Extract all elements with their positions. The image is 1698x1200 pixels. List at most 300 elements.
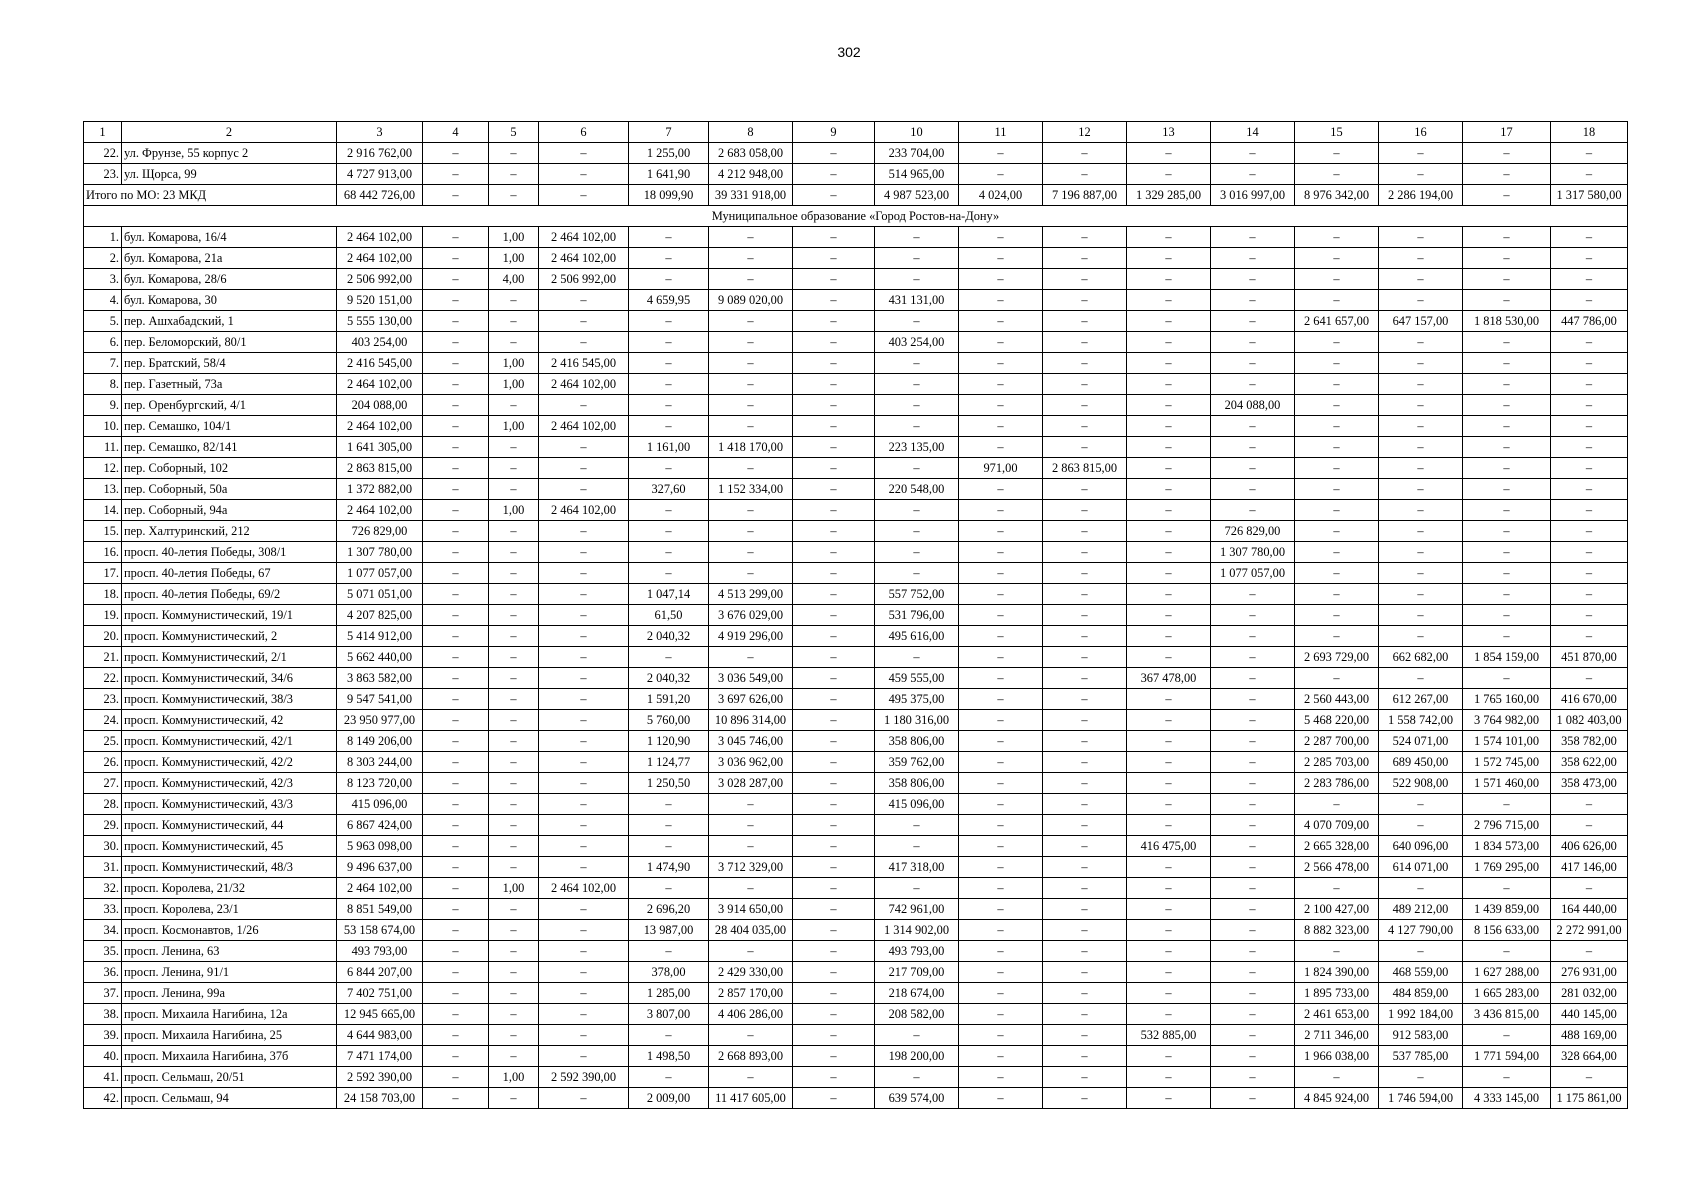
address-cell: пер. Беломорский, 80/1 [122,332,337,353]
value-cell: 1 082 403,00 [1551,710,1628,731]
value-cell: – [489,563,539,584]
value-cell: – [423,521,489,542]
row-number: 27. [84,773,122,794]
value-cell: – [793,248,875,269]
table-row [84,899,1628,920]
value-cell: 1,00 [489,878,539,899]
value-cell: – [1211,290,1295,311]
value-cell: 1 418 170,00 [709,437,793,458]
value-cell: – [539,1004,629,1025]
value-cell: – [423,773,489,794]
value-cell: – [959,878,1043,899]
value-cell: – [1043,668,1127,689]
value-cell: – [793,794,875,815]
address-cell: просп. Коммунистический, 19/1 [122,605,337,626]
value-cell: – [793,626,875,647]
value-cell: – [539,437,629,458]
value-cell: – [489,290,539,311]
value-cell: 28 404 035,00 [709,920,793,941]
address-cell: пер. Братский, 58/4 [122,353,337,374]
value-cell: 3 914 650,00 [709,899,793,920]
value-cell: – [1463,563,1551,584]
table-row [84,542,1628,563]
value-cell: – [539,689,629,710]
value-cell: – [1211,983,1295,1004]
value-cell: – [793,353,875,374]
address-cell: просп. Коммунистический, 42 [122,710,337,731]
value-cell: – [1211,143,1295,164]
value-cell: – [1551,332,1628,353]
total-value-cell: – [793,185,875,206]
value-cell: – [1127,500,1211,521]
value-cell: – [1211,1004,1295,1025]
value-cell: – [1127,752,1211,773]
column-header: 16 [1379,122,1463,143]
value-cell: – [1211,1088,1295,1109]
value-cell: – [629,500,709,521]
row-number: 7. [84,353,122,374]
value-cell: – [1463,479,1551,500]
value-cell: – [1211,584,1295,605]
column-header: 7 [629,122,709,143]
value-cell: – [1295,500,1379,521]
value-cell: – [1211,773,1295,794]
table-row [84,878,1628,899]
address-cell: просп. Коммунистический, 38/3 [122,689,337,710]
total-value-cell: – [539,185,629,206]
value-cell: – [1043,248,1127,269]
total-value-cell: 4 987 523,00 [875,185,959,206]
value-cell: – [875,836,959,857]
value-cell: – [1379,668,1463,689]
row-number: 5. [84,311,122,332]
value-cell: 3 697 626,00 [709,689,793,710]
row-number: 18. [84,584,122,605]
row-number: 3. [84,269,122,290]
value-cell: – [959,563,1043,584]
column-header: 8 [709,122,793,143]
value-cell: – [1379,458,1463,479]
value-cell: 415 096,00 [337,794,423,815]
value-cell: – [1551,248,1628,269]
value-cell: 217 709,00 [875,962,959,983]
value-cell: 358 782,00 [1551,731,1628,752]
value-cell: – [629,941,709,962]
value-cell: 2 285 703,00 [1295,752,1379,773]
value-cell: 416 670,00 [1551,689,1628,710]
table-row [84,1046,1628,1067]
value-cell: – [709,836,793,857]
value-cell: – [423,227,489,248]
value-cell: – [959,941,1043,962]
value-cell: 3 807,00 [629,1004,709,1025]
value-cell: – [1043,290,1127,311]
value-cell: – [1463,521,1551,542]
column-header: 15 [1295,122,1379,143]
value-cell: 8 303 244,00 [337,752,423,773]
column-header: 12 [1043,122,1127,143]
value-cell: – [1211,731,1295,752]
value-cell: – [1379,605,1463,626]
value-cell: – [1463,1025,1551,1046]
value-cell: – [629,542,709,563]
value-cell: – [1551,542,1628,563]
value-cell: – [1211,374,1295,395]
value-cell: – [793,500,875,521]
value-cell: 233 704,00 [875,143,959,164]
table-row [84,416,1628,437]
value-cell: – [709,542,793,563]
value-cell: – [629,794,709,815]
row-number: 19. [84,605,122,626]
value-cell: – [1211,668,1295,689]
value-cell: – [1551,521,1628,542]
value-cell: – [539,458,629,479]
address-cell: просп. Коммунистический, 42/1 [122,731,337,752]
value-cell: – [959,605,1043,626]
value-cell: 1 077 057,00 [1211,563,1295,584]
value-cell: – [1127,920,1211,941]
value-cell: – [1211,689,1295,710]
value-cell: 4 212 948,00 [709,164,793,185]
value-cell: – [423,269,489,290]
value-cell: 1 180 316,00 [875,710,959,731]
value-cell: 1 124,77 [629,752,709,773]
value-cell: – [1043,500,1127,521]
value-cell: – [1211,626,1295,647]
value-cell: 912 583,00 [1379,1025,1463,1046]
address-cell: просп. Коммунистический, 42/3 [122,773,337,794]
value-cell: – [423,542,489,563]
value-cell: – [709,1067,793,1088]
value-cell: – [959,353,1043,374]
table-row [84,815,1628,836]
value-cell: – [793,1046,875,1067]
value-cell: – [539,311,629,332]
value-cell: – [793,143,875,164]
table-row [84,500,1628,521]
value-cell: 1,00 [489,416,539,437]
value-cell: – [1043,395,1127,416]
value-cell: – [1043,710,1127,731]
value-cell: 403 254,00 [875,332,959,353]
value-cell: – [539,794,629,815]
value-cell: – [709,1025,793,1046]
value-cell: 2 693 729,00 [1295,647,1379,668]
value-cell: – [539,395,629,416]
value-cell: – [1463,374,1551,395]
value-cell: – [539,332,629,353]
value-cell: – [1211,962,1295,983]
value-cell: – [959,374,1043,395]
value-cell: – [1043,584,1127,605]
row-number: 31. [84,857,122,878]
value-cell: 2 696,20 [629,899,709,920]
value-cell: – [423,668,489,689]
value-cell: 2 863 815,00 [337,458,423,479]
value-cell: 2 711 346,00 [1295,1025,1379,1046]
value-cell: – [1295,563,1379,584]
value-cell: 1 769 295,00 [1463,857,1551,878]
value-cell: – [959,311,1043,332]
value-cell: – [959,689,1043,710]
value-cell: – [959,479,1043,500]
address-cell: ул. Щорса, 99 [122,164,337,185]
value-cell: – [1295,878,1379,899]
value-cell: – [423,290,489,311]
value-cell: 2 416 545,00 [337,353,423,374]
column-header: 1 [84,122,122,143]
value-cell: – [1127,332,1211,353]
row-number: 37. [84,983,122,1004]
address-cell: просп. Михаила Нагибина, 37б [122,1046,337,1067]
value-cell: – [793,647,875,668]
row-number: 29. [84,815,122,836]
table-row [84,626,1628,647]
value-cell: 5 662 440,00 [337,647,423,668]
value-cell: – [1211,857,1295,878]
value-cell: – [709,815,793,836]
value-cell: – [959,794,1043,815]
value-cell: – [709,353,793,374]
value-cell: – [959,857,1043,878]
table-row [84,584,1628,605]
value-cell: 612 267,00 [1379,689,1463,710]
value-cell: 6 844 207,00 [337,962,423,983]
value-cell: – [489,962,539,983]
column-header: 13 [1127,122,1211,143]
value-cell: – [959,920,1043,941]
row-number: 15. [84,521,122,542]
value-cell: 2 461 653,00 [1295,1004,1379,1025]
value-cell: – [1379,248,1463,269]
address-cell: просп. Королева, 23/1 [122,899,337,920]
value-cell: 4 207 825,00 [337,605,423,626]
row-number: 2. [84,248,122,269]
value-cell: – [489,1046,539,1067]
value-cell: – [423,626,489,647]
value-cell: – [1211,1025,1295,1046]
value-cell: – [1211,1046,1295,1067]
row-number: 14. [84,500,122,521]
value-cell: 447 786,00 [1551,311,1628,332]
value-cell: – [793,290,875,311]
value-cell: – [423,143,489,164]
value-cell: – [793,962,875,983]
value-cell: – [1211,227,1295,248]
value-cell: – [1551,794,1628,815]
value-cell: – [875,248,959,269]
value-cell: – [709,332,793,353]
value-cell: 4 070 709,00 [1295,815,1379,836]
value-cell: 1 854 159,00 [1463,647,1551,668]
value-cell: 2 464 102,00 [539,374,629,395]
value-cell: – [423,752,489,773]
value-cell: – [489,773,539,794]
value-cell: – [1463,290,1551,311]
value-cell: – [1295,794,1379,815]
value-cell: – [1551,164,1628,185]
value-cell: 403 254,00 [337,332,423,353]
value-cell: – [1043,920,1127,941]
value-cell: – [1043,899,1127,920]
value-cell: 2 464 102,00 [337,248,423,269]
value-cell: 2 429 330,00 [709,962,793,983]
section-header-row [84,206,1628,227]
value-cell: – [1379,563,1463,584]
row-number: 23. [84,164,122,185]
value-cell: 281 032,00 [1551,983,1628,1004]
value-cell: – [959,668,1043,689]
value-cell: – [539,605,629,626]
table-row [84,311,1628,332]
table-row [84,836,1628,857]
value-cell: – [539,479,629,500]
value-cell: – [539,815,629,836]
value-cell: 2 857 170,00 [709,983,793,1004]
value-cell: 6 867 424,00 [337,815,423,836]
value-cell: – [793,773,875,794]
value-cell: – [959,983,1043,1004]
value-cell: – [1211,752,1295,773]
value-cell: – [1043,941,1127,962]
value-cell: – [539,668,629,689]
value-cell: – [1463,143,1551,164]
value-cell: – [793,437,875,458]
value-cell: 1 591,20 [629,689,709,710]
value-cell: – [709,647,793,668]
value-cell: – [1043,878,1127,899]
value-cell: 8 156 633,00 [1463,920,1551,941]
value-cell: – [1463,416,1551,437]
value-cell: – [489,605,539,626]
value-cell: 2 464 102,00 [337,878,423,899]
value-cell: – [1463,395,1551,416]
value-cell: – [959,290,1043,311]
value-cell: 9 089 020,00 [709,290,793,311]
value-cell: – [1295,164,1379,185]
value-cell: 495 375,00 [875,689,959,710]
value-cell: – [1295,1067,1379,1088]
value-cell: 2 287 700,00 [1295,731,1379,752]
value-cell: – [1127,878,1211,899]
value-cell: 495 616,00 [875,626,959,647]
value-cell: – [793,605,875,626]
value-cell: – [1295,248,1379,269]
value-cell: – [423,1088,489,1109]
value-cell: – [489,794,539,815]
address-cell: пер. Газетный, 73а [122,374,337,395]
value-cell: – [1211,248,1295,269]
value-cell: 488 169,00 [1551,1025,1628,1046]
value-cell: – [959,773,1043,794]
value-cell: – [1043,962,1127,983]
value-cell: – [793,668,875,689]
value-cell: 218 674,00 [875,983,959,1004]
value-cell: – [1379,227,1463,248]
value-cell: – [1463,269,1551,290]
value-cell: – [793,542,875,563]
table-row [84,773,1628,794]
value-cell: – [539,647,629,668]
value-cell: – [423,605,489,626]
table-row [84,710,1628,731]
value-cell: – [629,1025,709,1046]
value-cell: 557 752,00 [875,584,959,605]
value-cell: 5 468 220,00 [1295,710,1379,731]
value-cell: 3 045 746,00 [709,731,793,752]
value-cell: 61,50 [629,605,709,626]
value-cell: 537 785,00 [1379,1046,1463,1067]
value-cell: 11 417 605,00 [709,1088,793,1109]
value-cell: 1,00 [489,374,539,395]
value-cell: 9 547 541,00 [337,689,423,710]
value-cell: – [1211,878,1295,899]
value-cell: – [489,437,539,458]
value-cell: 440 145,00 [1551,1004,1628,1025]
column-header: 6 [539,122,629,143]
value-cell: – [875,269,959,290]
value-cell: – [1295,668,1379,689]
value-cell: – [1295,374,1379,395]
value-cell: 3 764 982,00 [1463,710,1551,731]
value-cell: – [489,647,539,668]
value-cell: 3 712 329,00 [709,857,793,878]
value-cell: – [1127,353,1211,374]
value-cell: – [423,857,489,878]
value-cell: 2 464 102,00 [539,500,629,521]
row-number: 39. [84,1025,122,1046]
value-cell: – [959,416,1043,437]
value-cell: – [489,710,539,731]
value-cell: – [709,395,793,416]
value-cell: – [1551,1067,1628,1088]
value-cell: – [793,374,875,395]
value-cell: – [539,626,629,647]
value-cell: – [1043,983,1127,1004]
value-cell: 1 307 780,00 [1211,542,1295,563]
value-cell: – [423,437,489,458]
value-cell: 8 851 549,00 [337,899,423,920]
value-cell: – [539,1046,629,1067]
value-cell: – [539,752,629,773]
value-cell: – [1043,752,1127,773]
value-cell: – [1127,311,1211,332]
value-cell: 4 644 983,00 [337,1025,423,1046]
value-cell: – [1127,647,1211,668]
row-number: 13. [84,479,122,500]
value-cell: – [423,1067,489,1088]
value-cell: 489 212,00 [1379,899,1463,920]
value-cell: 662 682,00 [1379,647,1463,668]
value-cell: 1 314 902,00 [875,920,959,941]
value-cell: – [875,1067,959,1088]
value-cell: – [1127,1046,1211,1067]
value-cell: 2 464 102,00 [539,416,629,437]
value-cell: – [875,542,959,563]
value-cell: – [539,899,629,920]
value-cell: – [709,311,793,332]
value-cell: 367 478,00 [1127,668,1211,689]
value-cell: – [1463,794,1551,815]
value-cell: 358 622,00 [1551,752,1628,773]
row-number: 6. [84,332,122,353]
address-cell: бул. Комарова, 16/4 [122,227,337,248]
value-cell: – [1295,332,1379,353]
row-number: 36. [84,962,122,983]
value-cell: 726 829,00 [1211,521,1295,542]
value-cell: 4 727 913,00 [337,164,423,185]
